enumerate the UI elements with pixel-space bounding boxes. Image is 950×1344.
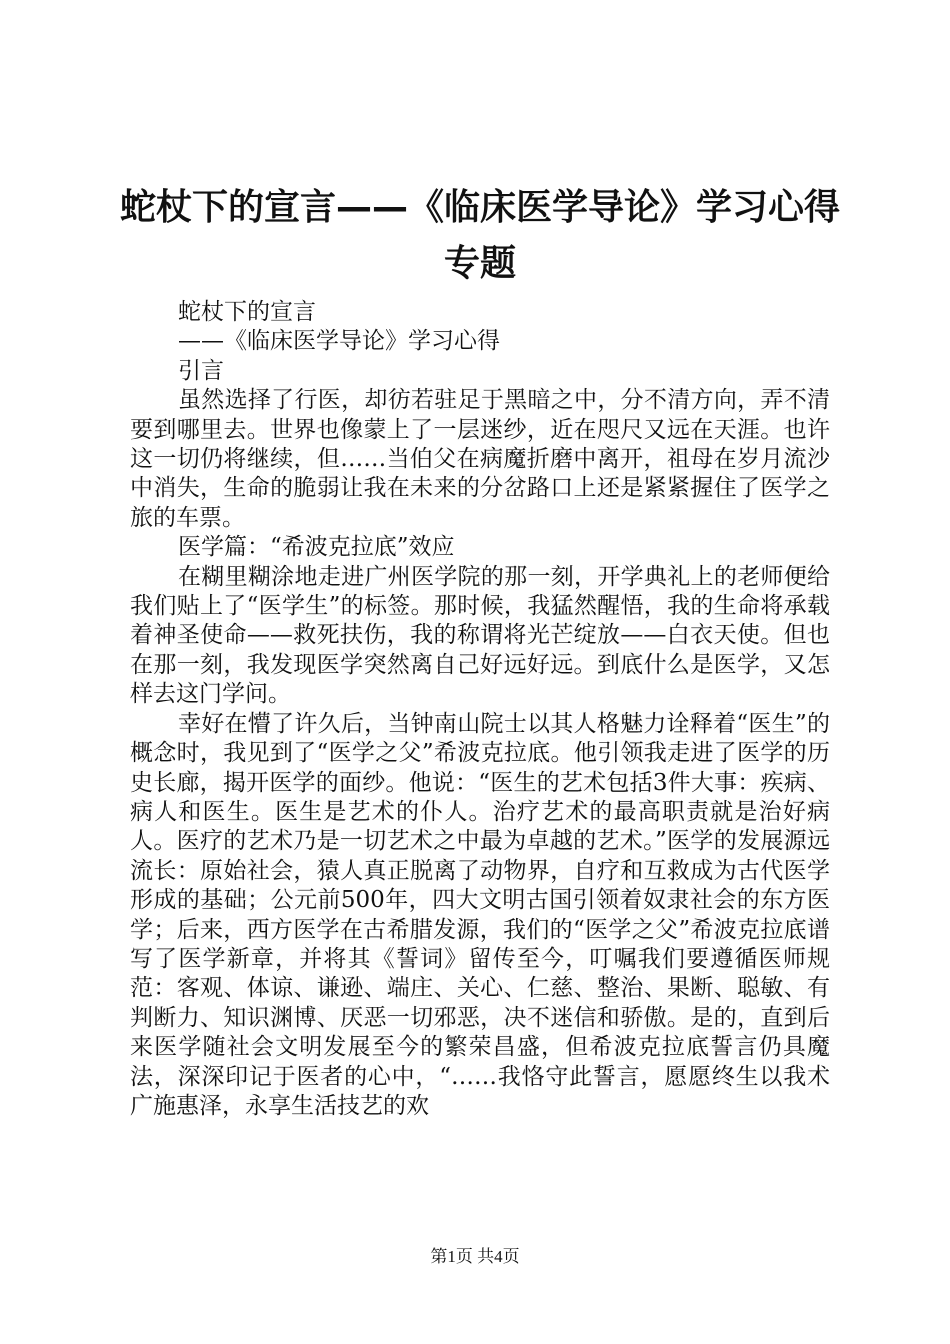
title-line-2: 专题 bbox=[443, 243, 516, 284]
document-body bbox=[130, 298, 830, 1121]
paragraph-intro: 虽然选择了行医，却彷若驻足于黑暗之中，分不清方向，弄不清要到哪里去。世界也像蒙上了一层迷纱，近在咫尺又远在天涯。也许这一切仍将继续，但……当伯父在病魔折磨中离开，祖母在岁月流沙中消失，生命的脆弱让我在未来的分岔路口上还是紧紧握住了医学之旅的车票。 bbox=[130, 387, 830, 531]
paragraph-medicine-1: 在糊里糊涂地走进广州医学院的那一刻，开学典礼上的老师便给我们贴上了“医学生”的标签。那时候，我猛然醒悟，我的生命将承载着神圣使命——救死扶伤，我的称谓将光芒绽放——白衣天使。但也在那一刻，我发现医学突然离自己好远好远。到底什么是医学，又怎样去这门学问。 bbox=[130, 563, 830, 708]
document-title bbox=[80, 180, 880, 292]
section-heading-medicine: 医学篇：“希波克拉底”效应 bbox=[178, 534, 455, 561]
page-footer: 第1页 共4页 bbox=[430, 1247, 520, 1266]
subtitle-line: ——《临床医学导论》学习心得 bbox=[178, 328, 500, 355]
title-line-1: 蛇杖下的宣言——《临床医学导论》学习心得 bbox=[119, 187, 840, 228]
paragraph-medicine-2: 幸好在懵了许久后，当钟南山院士以其人格魅力诠释着“医生”的概念时，我见到了“医学之父”希波克拉底。他引领我走进了医学的历史长廊，揭开医学的面纱。他说：“医生的艺术包括3件大事：疾病、病人和医生。医生是艺术的仆人。治疗艺术的最高职责就是治好病人。医疗的艺术乃是一切艺术之中最为卓越的艺术。”医学的发展源远流长：原始社会，猿人真正脱离了动物界，自疗和互救成为古代医学形成的基础；公元前500年，四大文明古国引领着奴隶社会的东方医学；后来，西方医学在古希腊发源，我们的“医学之父”希波克拉底谱写了医学新章，并将其《誓词》留传至今，叮嘱我们要遵循医师规范：客观、体谅、谦逊、端庄、关心、仁慈、整治、果断、聪敏、有判断力、知识渊博、厌恶一切邪恶，决不迷信和骄傲。是的，直到后来医学随社会文明发展至今的繁荣昌盛，但希波克拉底誓言仍具魔法，深深印记于医者的心中，“……我恪守此誓言，愿愿终生以我术广施惠泽，永享生活技艺的欢 bbox=[130, 710, 830, 1119]
subtitle-heading: 蛇杖下的宣言 bbox=[178, 299, 316, 325]
section-heading-intro: 引言 bbox=[178, 357, 224, 384]
